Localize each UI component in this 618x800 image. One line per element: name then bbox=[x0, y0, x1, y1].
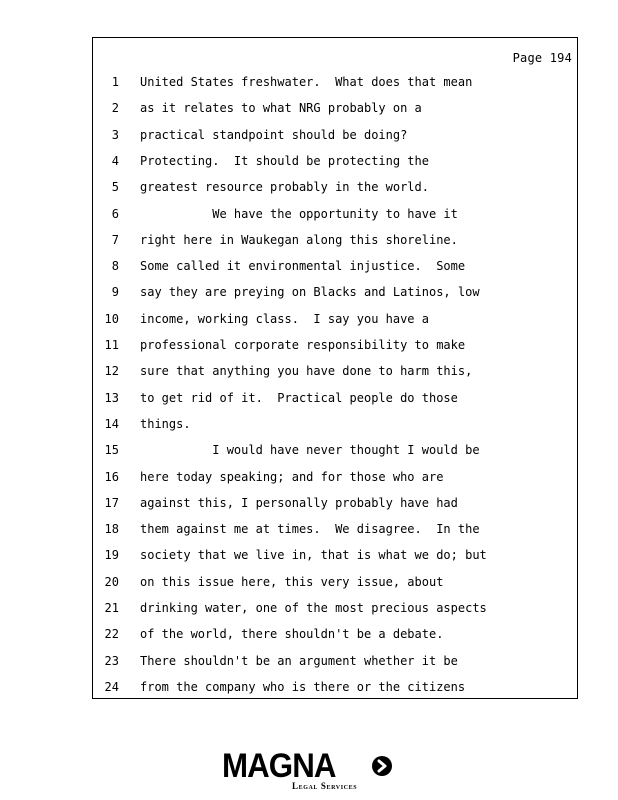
transcript-line bbox=[93, 153, 577, 169]
line-text: say they are preying on Blacks and Latinos, low bbox=[140, 285, 480, 300]
line-number: 6 bbox=[111, 206, 119, 221]
line-text: We have the opportunity to have it bbox=[140, 206, 458, 221]
transcript-line bbox=[93, 179, 577, 195]
line-number: 14 bbox=[104, 416, 119, 431]
line-number: 4 bbox=[111, 153, 119, 168]
line-text: Some called it environmental injustice. Some bbox=[140, 259, 466, 274]
transcript-line bbox=[93, 127, 577, 143]
line-text: from the company who is there or the citizens bbox=[140, 679, 466, 694]
line-number: 3 bbox=[111, 127, 119, 142]
transcript-line bbox=[93, 258, 577, 274]
transcript-line bbox=[93, 363, 577, 379]
page-number: Page 194 bbox=[512, 51, 572, 65]
transcript-line bbox=[93, 100, 577, 116]
line-number: 5 bbox=[111, 180, 119, 195]
line-text: of the world, there shouldn't be a debate. bbox=[140, 627, 444, 642]
transcript-line bbox=[93, 74, 577, 90]
line-number: 7 bbox=[111, 232, 119, 247]
line-text: sure that anything you have done to harm this, bbox=[140, 364, 473, 379]
line-text: United States freshwater. What does that mean bbox=[140, 75, 473, 89]
line-text: society that we live in, that is what we do; but bbox=[140, 548, 487, 563]
line-number: 21 bbox=[104, 601, 119, 615]
transcript-line bbox=[93, 337, 577, 353]
chevron-right-circle-icon bbox=[371, 755, 393, 777]
transcript-line bbox=[93, 416, 577, 432]
line-text: income, working class. I say you have a bbox=[140, 311, 429, 326]
transcript-line bbox=[93, 679, 577, 695]
transcript-line bbox=[93, 232, 577, 248]
line-number: 24 bbox=[104, 679, 119, 694]
transcript-line bbox=[93, 469, 577, 485]
line-text: here today speaking; and for those who are bbox=[140, 469, 444, 484]
line-text: drinking water, one of the most precious aspects bbox=[140, 601, 487, 615]
line-text: professional corporate responsibility to make bbox=[140, 338, 466, 352]
line-number: 8 bbox=[111, 259, 119, 274]
line-number: 12 bbox=[104, 364, 119, 379]
logo-wordmark: MAGNA bbox=[222, 747, 336, 785]
line-text: greatest resource probably in the world. bbox=[140, 180, 429, 195]
line-text: practical standpoint should be doing? bbox=[140, 127, 408, 142]
line-number: 19 bbox=[104, 548, 119, 563]
line-number: 23 bbox=[104, 653, 119, 668]
line-text: Protecting. It should be protecting the bbox=[140, 153, 429, 168]
transcript-line bbox=[93, 521, 577, 537]
transcript-page bbox=[92, 37, 578, 699]
transcript-line bbox=[93, 653, 577, 669]
line-text: as it relates to what NRG probably on a bbox=[140, 101, 422, 116]
transcript-line bbox=[93, 311, 577, 327]
line-text: There shouldn't be an argument whether it be bbox=[140, 653, 458, 668]
line-number: 10 bbox=[104, 311, 119, 326]
line-number: 16 bbox=[104, 469, 119, 484]
transcript-line bbox=[93, 574, 577, 590]
line-text: things. bbox=[140, 416, 191, 431]
line-number: 2 bbox=[111, 101, 119, 116]
transcript-line bbox=[93, 206, 577, 222]
line-number: 20 bbox=[104, 574, 119, 589]
line-text: against this, I personally probably have had bbox=[140, 495, 458, 510]
line-number: 22 bbox=[104, 627, 119, 642]
line-text: on this issue here, this very issue, about bbox=[140, 574, 444, 589]
transcript-line bbox=[93, 626, 577, 642]
transcript-line bbox=[93, 284, 577, 300]
line-text: to get rid of it. Practical people do those bbox=[140, 390, 458, 405]
line-number: 9 bbox=[111, 285, 119, 300]
line-number: 11 bbox=[104, 338, 119, 352]
line-number: 15 bbox=[104, 443, 119, 458]
line-number: 18 bbox=[104, 522, 119, 537]
line-text: right here in Waukegan along this shoreline. bbox=[140, 232, 458, 247]
logo-subtitle: Legal Services bbox=[292, 781, 358, 791]
line-text: them against me at times. We disagree. In the bbox=[140, 522, 480, 537]
transcript-line bbox=[93, 547, 577, 563]
transcript-line bbox=[93, 600, 577, 616]
transcript-line bbox=[93, 390, 577, 406]
magna-logo bbox=[222, 748, 402, 792]
transcript-line bbox=[93, 442, 577, 458]
line-text: I would have never thought I would be bbox=[140, 443, 480, 458]
transcript-line bbox=[93, 495, 577, 511]
line-number: 13 bbox=[104, 390, 119, 405]
line-number: 17 bbox=[104, 495, 119, 510]
line-number: 1 bbox=[111, 75, 119, 89]
